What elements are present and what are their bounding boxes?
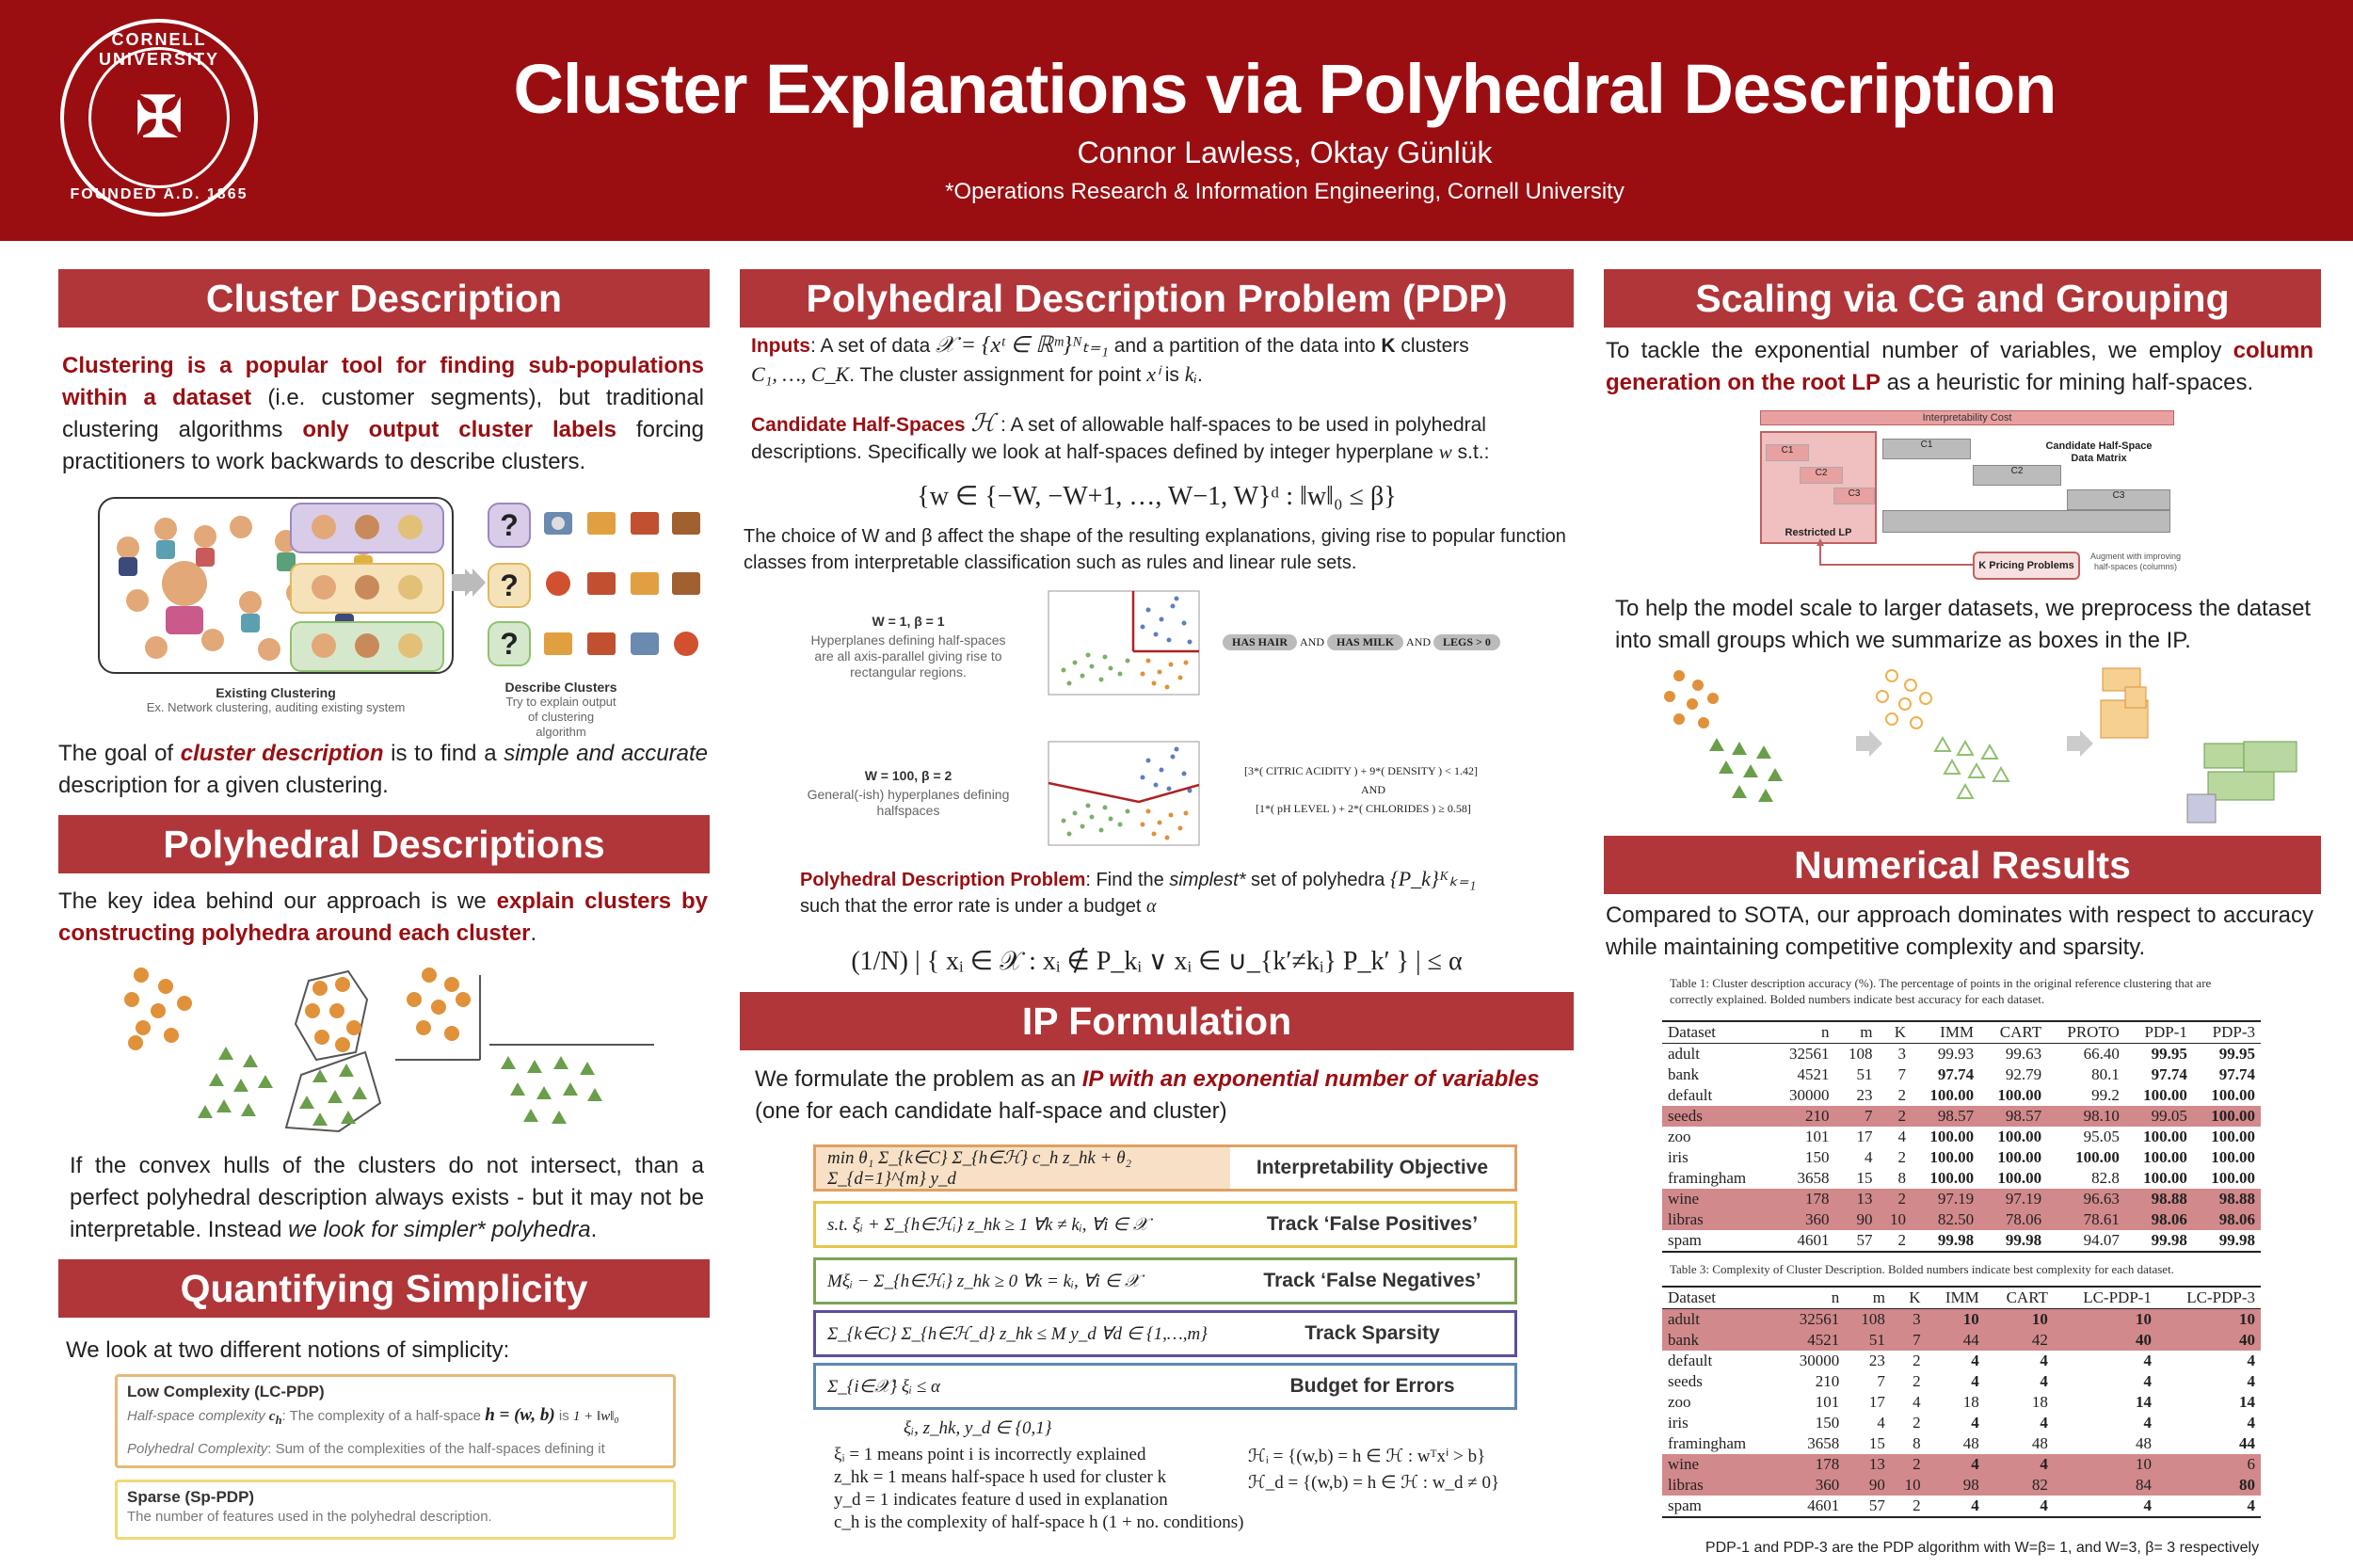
table-cell: 44 — [2239, 1434, 2255, 1452]
section-header-quantifying-simplicity: Quantifying Simplicity — [58, 1259, 710, 1318]
table-cell: 48 — [2135, 1434, 2152, 1452]
table-row — [1662, 1454, 2261, 1475]
table-cell: seeds — [1662, 1106, 1772, 1127]
table-cell: 97.74 — [2151, 1065, 2187, 1083]
table-header-cell: LC-PDP-3 — [2157, 1287, 2261, 1309]
feature-icons — [540, 504, 710, 670]
table-cell: 8 — [1913, 1434, 1921, 1452]
section-header-cluster-description: Cluster Description — [58, 269, 710, 328]
table-header-cell: m — [1845, 1287, 1891, 1309]
table-cell: 210 — [1815, 1372, 1840, 1390]
table-cell: 7 — [1897, 1065, 1907, 1083]
table-header-cell: PDP-3 — [2193, 1021, 2261, 1044]
table-cell: 98.10 — [2047, 1106, 2125, 1127]
table-cell: 82.50 — [1912, 1209, 1979, 1230]
table-cell: spam — [1668, 1496, 1702, 1514]
table-cell: default — [1668, 1086, 1713, 1104]
table-cell: 97.19 — [1912, 1189, 1979, 1209]
table-cell: 108 — [1845, 1309, 1891, 1331]
table-cell: zoo — [1668, 1393, 1691, 1411]
table-header-cell: n — [1778, 1287, 1845, 1309]
table-header-cell: K — [1878, 1021, 1912, 1044]
table-cell: 2 — [1913, 1496, 1921, 1514]
table-cell: 98.88 — [2193, 1189, 2261, 1209]
table-cell: 4 — [2143, 1372, 2152, 1390]
table-cell: 4 — [1897, 1128, 1907, 1145]
ip-set-definitions: ℋᵢ = {(w,b) = h ∈ ℋ : wᵀxⁱ > b} ℋ_d = {(w,b) = h ∈ ℋ : w_d ≠ 0} — [1248, 1447, 1500, 1493]
section-header-polyhedral-descriptions: Polyhedral Descriptions — [58, 815, 710, 873]
table-header-cell: m — [1834, 1021, 1878, 1044]
table-cell: 4 — [1985, 1454, 2054, 1475]
table-row — [1662, 1189, 2261, 1209]
table-header-cell: CART — [1979, 1021, 2047, 1044]
table-cell: 7 — [1891, 1330, 1927, 1351]
table-cell: framingham — [1668, 1169, 1747, 1187]
question-mark-icon: ? — [488, 563, 531, 608]
table-cell: 100.00 — [2143, 1086, 2187, 1104]
table-row — [1662, 1351, 2261, 1371]
table-cell: 99.98 — [1937, 1231, 1975, 1249]
question-mark-icon: ? — [488, 503, 531, 548]
table-cell: 99.95 — [2151, 1045, 2187, 1063]
table-cell: 4601 — [1797, 1231, 1830, 1249]
lc-polyhedral-complexity: Polyhedral Complexity: Sum of the complexities of the half-spaces defining it — [127, 1441, 605, 1457]
table-cell: bank — [1668, 1065, 1700, 1083]
table-cell: 210 — [1772, 1106, 1835, 1127]
table-cell: 4 — [2040, 1352, 2048, 1369]
table-cell: 13 — [1834, 1189, 1878, 1209]
table-cell: 99.98 — [2151, 1231, 2187, 1249]
cluster-description-intro: Clustering is a popular tool for finding sub-populations within a dataset (i.e. customer segments), but traditional clustering algorithms only output cluster labels forcing practitioners to work backwards to describe clusters. — [62, 353, 705, 474]
table-cell: 4 — [1864, 1148, 1873, 1166]
cg-text: To tackle the exponential number of variables, we employ column generation on the root LP as a heuristic for mining half-spaces. — [1606, 338, 2313, 395]
arrow-right-icon-2 — [452, 568, 478, 597]
table-cell: 100.00 — [1929, 1169, 1975, 1187]
table-cell: 108 — [1848, 1045, 1873, 1063]
table-cell: 4 — [1971, 1414, 1979, 1432]
table-cell: 48 — [2031, 1434, 2048, 1452]
table-header-cell: PDP-1 — [2125, 1021, 2193, 1044]
existing-clustering-title: Existing Clustering — [216, 685, 336, 700]
table-cell: iris — [1668, 1148, 1689, 1166]
describe-clusters-title: Describe Clusters — [504, 680, 617, 695]
complexity-table — [1662, 1286, 2261, 1518]
table-cell: 40 — [2157, 1330, 2261, 1351]
table-cell: 98.06 — [2125, 1209, 2193, 1230]
table-cell: 23 — [1856, 1086, 1873, 1104]
table-cell: 51 — [1856, 1065, 1873, 1083]
table-cell: 4 — [2247, 1372, 2255, 1390]
table-cell: 2 — [1891, 1454, 1927, 1475]
table-cell: 97.74 — [1937, 1065, 1975, 1083]
table-cell: 3658 — [1797, 1169, 1830, 1187]
table-cell: 94.07 — [2083, 1231, 2120, 1249]
table-cell: 10 — [1927, 1309, 1985, 1331]
table-cell: 100.00 — [1929, 1128, 1975, 1145]
table-cell: 48 — [1962, 1434, 1979, 1452]
table-cell: 4 — [1971, 1372, 1979, 1390]
table-cell: 100.00 — [2143, 1148, 2187, 1166]
table-header-cell: n — [1772, 1021, 1835, 1044]
table-cell: 4601 — [1807, 1496, 1840, 1514]
ip-row-objective: min θ₁ Σ_{k∈C} Σ_{h∈ℋ} c_h z_hk + θ₂ Σ_{d=1}^{m} y_d Interpretability Objective — [813, 1144, 1517, 1192]
table-row — [1662, 1106, 2261, 1127]
table-cell: 2 — [1897, 1148, 1907, 1166]
table-cell: 99.98 — [2218, 1231, 2255, 1249]
table-cell: framingham — [1668, 1434, 1747, 1452]
question-mark-icon: ? — [488, 621, 531, 666]
table-cell: 99.98 — [2005, 1231, 2042, 1249]
section-header-ip-formulation: IP Formulation — [740, 992, 1574, 1050]
table-cell: 10 — [1891, 1475, 1927, 1496]
ip-row-false-positives: s.t. ξᵢ + Σ_{h∈ℋᵢ} z_hk ≥ 1 ∀k ≠ kᵢ, ∀i ∈ 𝒳 Track ‘False Positives’ — [813, 1201, 1517, 1248]
table-cell: 96.63 — [2047, 1189, 2125, 1209]
poster-header — [0, 0, 2353, 241]
table-row — [1662, 1127, 2261, 1147]
table-cell: 82.8 — [2091, 1169, 2120, 1187]
table-cell: 92.79 — [2005, 1065, 2042, 1083]
table-header-cell: Dataset — [1662, 1021, 1772, 1044]
table-cell: wine — [1662, 1454, 1778, 1475]
table-cell: 90 — [1834, 1209, 1878, 1230]
table-cell: 78.06 — [1979, 1209, 2047, 1230]
table-cell: 6 — [2157, 1454, 2261, 1475]
table-cell: 23 — [1868, 1352, 1885, 1369]
table-cell: 15 — [1856, 1169, 1873, 1187]
table-cell: 100.00 — [1929, 1086, 1975, 1104]
halfspace-set-equation: {w ∈ {−W, −W+1, …, W−1, W}ᵈ : ‖w‖₀ ≤ β} — [917, 482, 1397, 511]
table-cell: 101 — [1815, 1393, 1840, 1411]
table-cell: iris — [1668, 1414, 1689, 1432]
rule-w100-b: [1*( pH LEVEL ) + 2*( CHLORIDES ) ≥ 0.58] — [1256, 802, 1471, 815]
table-cell: seeds — [1668, 1372, 1703, 1390]
table-row — [1662, 1330, 2261, 1351]
table-cell: default — [1668, 1352, 1713, 1369]
ip-domain: ξᵢ, z_hk, y_d ∈ {0,1} — [904, 1418, 1052, 1438]
section-header-numerical-results: Numerical Results — [1604, 836, 2321, 894]
table-cell: 66.40 — [2083, 1045, 2120, 1063]
table-row — [1662, 1230, 2261, 1252]
cluster-group-yellow — [290, 563, 444, 614]
pdp-inputs: Inputs: A set of data 𝒳 = {xᵗ ∈ ℝᵐ}ᴺₜ₌₁ and a partition of the data into K clusters C₁, …, C_K. The cluster assignment for point xⁱ is kᵢ. — [751, 333, 1469, 386]
table-cell: 2 — [1878, 1189, 1912, 1209]
scatter-plot-general — [1026, 736, 1205, 858]
table-cell: 4 — [2040, 1414, 2048, 1432]
table-cell: 4521 — [1797, 1065, 1830, 1083]
table-cell: 10 — [2054, 1309, 2157, 1331]
table-cell: 100.00 — [2143, 1169, 2187, 1187]
table-cell: 80 — [2157, 1475, 2261, 1496]
scatter-plot-axis-parallel — [1026, 585, 1205, 708]
table-cell: 4 — [1927, 1454, 1985, 1475]
table-cell: 99.2 — [2091, 1086, 2120, 1104]
table-cell: 100.00 — [2211, 1169, 2255, 1187]
table-cell: 32561 — [1778, 1309, 1845, 1331]
table-cell: 2 — [1897, 1231, 1907, 1249]
table-cell: adult — [1662, 1309, 1778, 1331]
feedback-arrow — [1817, 536, 1977, 574]
table-cell: 100.00 — [1997, 1086, 2042, 1104]
table-cell: 178 — [1778, 1454, 1845, 1475]
table-cell: 2 — [1913, 1372, 1921, 1390]
table-cell: 101 — [1804, 1128, 1830, 1145]
ip-variable-notes: ξᵢ = 1 means point i is incorrectly explained z_hk = 1 means half-space h used for cluster k y_d = 1 indicates feature d used in explanation c_h is the complexity of half-space h (1 + no. conditions) — [834, 1445, 1244, 1532]
table-cell: 4 — [1971, 1496, 1979, 1514]
table-cell: 100.00 — [2193, 1106, 2261, 1127]
table-cell: 99.95 — [2218, 1045, 2255, 1063]
table-cell: 57 — [1868, 1496, 1885, 1514]
table-row — [1662, 1147, 2261, 1168]
section-header-scaling: Scaling via CG and Grouping — [1604, 269, 2321, 328]
table-cell: 360 — [1772, 1209, 1835, 1230]
table-cell: 10 — [1878, 1209, 1912, 1230]
table-cell: 100.00 — [1997, 1128, 2042, 1145]
table-header-cell: LC-PDP-1 — [2054, 1287, 2157, 1309]
table-row — [1662, 1168, 2261, 1189]
table-row — [1662, 1209, 2261, 1230]
table-row — [1662, 1371, 2261, 1392]
table-row — [1662, 1413, 2261, 1433]
table-cell: 14 — [2239, 1393, 2255, 1411]
table-cell: 13 — [1845, 1454, 1891, 1475]
table-cell: zoo — [1668, 1128, 1691, 1145]
lc-title: Low Complexity (LC-PDP) — [127, 1383, 325, 1400]
choice-text: The choice of W and β affect the shape of the resulting explanations, giving rise to popular function classes from interpretable classification such as rules and linear rule sets. — [744, 526, 1566, 573]
table-cell: 4 — [2143, 1414, 2152, 1432]
cluster-group-purple — [290, 503, 444, 553]
table-cell: 3 — [1891, 1309, 1927, 1331]
pdp-candidate-halfspaces: Candidate Half-Spaces ℋ : A set of allowable half-spaces to be used in polyhedral descriptions. Specifically we look at half-spaces defined by integer hyperplane w s.t.: — [751, 409, 1490, 463]
table-cell: 100.00 — [1997, 1169, 2042, 1187]
table-cell: 4 — [2143, 1496, 2152, 1514]
table-cell: 4 — [2040, 1496, 2048, 1514]
table-cell: 98.88 — [2125, 1189, 2193, 1209]
table-cell: 7 — [1877, 1372, 1885, 1390]
table-header-cell: CART — [1985, 1287, 2054, 1309]
restricted-lp-matrix: C1 C2 C3 Restricted LP — [1760, 431, 1877, 544]
table-cell: libras — [1662, 1209, 1772, 1230]
grouping-illustration — [1660, 666, 2319, 828]
table-cell: 10 — [1985, 1309, 2054, 1331]
table-cell: 4 — [2247, 1496, 2255, 1514]
table-cell: 100.00 — [2075, 1148, 2120, 1166]
table-row — [1662, 1085, 2261, 1106]
simplicity-intro: We look at two different notions of simplicity: — [66, 1337, 510, 1363]
table-cell: 82 — [1985, 1475, 2054, 1496]
table-cell: 30000 — [1799, 1352, 1840, 1369]
polyhedra-illustration — [113, 962, 668, 1141]
sparse-box — [115, 1480, 676, 1540]
table-cell: 150 — [1804, 1148, 1830, 1166]
table-cell: 78.61 — [2047, 1209, 2125, 1230]
rule-w100-and: AND — [1361, 783, 1385, 796]
table-cell: 4 — [2247, 1352, 2255, 1369]
convex-hull-text: If the convex hulls of the clusters do not intersect, than a perfect polyhedral description always exists - but it may not be interpretable. Instead we look for simpler* polyhedra. — [70, 1153, 704, 1242]
table-cell: 8 — [1897, 1169, 1907, 1187]
table-cell: 99.05 — [2125, 1106, 2193, 1127]
table-cell: spam — [1668, 1231, 1702, 1249]
sp-desc: The number of features used in the polyhedral description. — [127, 1509, 492, 1525]
table-header-cell: PROTO — [2047, 1021, 2125, 1044]
pdp-equation: (1/N) | { xᵢ ∈ 𝒳 : xᵢ ∉ P_kᵢ ∨ xᵢ ∈ ∪_{k′≠kᵢ} P_k′ } | ≤ α — [851, 947, 1463, 976]
table-cell: 80.1 — [2091, 1065, 2120, 1083]
table-cell: 17 — [1868, 1393, 1885, 1411]
accuracy-table — [1662, 1020, 2261, 1253]
table-cell: 7 — [1834, 1106, 1878, 1127]
table-header-cell: K — [1891, 1287, 1927, 1309]
results-text: Compared to SOTA, our approach dominates with respect to accuracy while maintaining competitive complexity and sparsity. — [1606, 903, 2313, 960]
table-header-cell: IMM — [1912, 1021, 1979, 1044]
table-cell: wine — [1662, 1189, 1772, 1209]
cornell-seal-logo: CORNELL UNIVERSITY ✠ FOUNDED A.D. 1865 — [60, 19, 258, 216]
table-row — [1662, 1064, 2261, 1085]
table-cell: 178 — [1772, 1189, 1835, 1209]
table-cell: bank — [1662, 1330, 1778, 1351]
table-cell: 100.00 — [2143, 1128, 2187, 1145]
sp-title: Sparse (Sp-PDP) — [127, 1488, 255, 1506]
table-cell: 100.00 — [2211, 1086, 2255, 1104]
ip-intro: We formulate the problem as an IP with an exponential number of variables (one for each candidate half-space and cluster) — [755, 1066, 1540, 1124]
table2-caption: Table 3: Complexity of Cluster Description. Bolded numbers indicate best complexity for each dataset. — [1670, 1262, 2174, 1276]
table-cell: 4 — [1877, 1414, 1885, 1432]
table-cell: 4 — [2143, 1352, 2152, 1369]
table-cell: 2 — [1913, 1414, 1921, 1432]
table-cell: 51 — [1845, 1330, 1891, 1351]
section-header-pdp: Polyhedral Description Problem (PDP) — [740, 269, 1574, 328]
cluster-group-green — [290, 621, 444, 672]
table-cell: libras — [1662, 1475, 1778, 1496]
table-cell: 98.57 — [1979, 1106, 2047, 1127]
table-cell: 15 — [1868, 1434, 1885, 1452]
table-cell: 150 — [1815, 1414, 1840, 1432]
ip-row-budget: Σ_{i∈𝒳} ξᵢ ≤ α Budget for Errors — [813, 1363, 1517, 1410]
table-cell: 10 — [2054, 1454, 2157, 1475]
table-cell: 99.63 — [2005, 1045, 2042, 1063]
table-cell: 98 — [1927, 1475, 1985, 1496]
goal-text: The goal of cluster description is to find a simple and accurate description for a given clustering. — [58, 741, 708, 798]
table-cell: 17 — [1856, 1128, 1873, 1145]
pdp-definition: Polyhedral Description Problem: Find the simplest* set of polyhedra {P_k}ᴷₖ₌₁ such that the error rate is under a budget α — [800, 867, 1477, 917]
table-cell: 4 — [2040, 1372, 2048, 1390]
lc-halfspace-complexity: Half-space complexity $c_h$: The complexity of a half-space h = (w, b) is 1 + ‖w‖₀ — [127, 1405, 619, 1427]
table-row — [1662, 1475, 2261, 1496]
table-cell: 360 — [1778, 1475, 1845, 1496]
authors: Connor Lawless, Oktay Günlük — [1077, 136, 1493, 169]
table-cell: 90 — [1845, 1475, 1891, 1496]
table-cell: 14 — [2135, 1393, 2152, 1411]
table-cell: 44 — [1927, 1330, 1985, 1351]
table-cell: 97.74 — [2218, 1065, 2255, 1083]
table-cell: 84 — [2054, 1475, 2157, 1496]
table-cell: 98.57 — [1912, 1106, 1979, 1127]
existing-clustering-subtitle: Ex. Network clustering, auditing existing system — [146, 700, 406, 714]
table-cell: 32561 — [1788, 1045, 1830, 1063]
table-cell: 95.05 — [2083, 1128, 2120, 1145]
tables-footnote: PDP-1 and PDP-3 are the PDP algorithm with W=β= 1, and W=3, β= 3 respectively — [1705, 1540, 2260, 1556]
rule-w100-a: [3*( CITRIC ACIDITY ) + 9*( DENSITY ) < 1.42] — [1244, 764, 1478, 777]
table-row — [1662, 1496, 2261, 1517]
table-cell: 2 — [1897, 1086, 1907, 1104]
table-header-cell: Dataset — [1662, 1287, 1778, 1309]
low-complexity-box — [115, 1374, 676, 1468]
table-row — [1662, 1392, 2261, 1413]
affiliation: *Operations Research & Information Engineering, Cornell University — [945, 179, 1625, 204]
key-idea-text: The key idea behind our approach is we explain clusters by constructing polyhedra around each cluster. — [58, 888, 708, 946]
table-cell: 40 — [2054, 1330, 2157, 1351]
table-cell: 3 — [1897, 1045, 1907, 1063]
table1-caption: Table 1: Cluster description accuracy (%). The percentage of points in the original reference clustering that are correctly explained. Bolded numbers indicate best accuracy for each dataset. — [1670, 976, 2212, 1006]
table-row — [1662, 1044, 2261, 1065]
table-header-cell: IMM — [1927, 1287, 1985, 1309]
table-cell: adult — [1668, 1045, 1700, 1063]
table-cell: 4521 — [1778, 1330, 1845, 1351]
grouping-text: To help the model scale to larger datasets, we preprocess the dataset into small groups which we summarize as boxes in the IP. — [1615, 596, 2312, 653]
table-cell: 100.00 — [2211, 1128, 2255, 1145]
table-cell: 10 — [2157, 1309, 2261, 1331]
table-cell: 3658 — [1807, 1434, 1840, 1452]
poster-title: Cluster Explanations via Polyhedral Description — [513, 50, 2057, 128]
table-cell: 18 — [1962, 1393, 1979, 1411]
table-cell: 2 — [1913, 1352, 1921, 1369]
table-cell: 57 — [1856, 1231, 1873, 1249]
table-cell: 4 — [1971, 1352, 1979, 1369]
table-cell: 4 — [1913, 1393, 1921, 1411]
table-cell: 18 — [2031, 1393, 2048, 1411]
table-cell: 100.00 — [2211, 1148, 2255, 1166]
table-cell: 42 — [1985, 1330, 2054, 1351]
describe-clusters-subtitle: Try to explain output of clustering algorithm — [505, 695, 616, 739]
table-cell: 30000 — [1788, 1086, 1830, 1104]
k-pricing-box: K Pricing Problems — [1973, 552, 2080, 580]
table-cell: 4 — [2247, 1414, 2255, 1432]
table-row — [1662, 1309, 2261, 1331]
rule-w1: HAS HAIR AND HAS MILK AND LEGS > 0 — [1220, 634, 1503, 650]
table-cell: 100.00 — [1929, 1148, 1975, 1166]
table-cell: 2 — [1878, 1106, 1912, 1127]
table-cell: 100.00 — [1997, 1148, 2042, 1166]
ip-row-sparsity: Σ_{k∈C} Σ_{h∈ℋ_d} z_hk ≤ M y_d ∀d ∈ {1,…,m} Track Sparsity — [813, 1310, 1517, 1357]
table-cell: 97.19 — [1979, 1189, 2047, 1209]
table-row — [1662, 1433, 2261, 1454]
table-cell: 99.93 — [1937, 1045, 1975, 1063]
table-cell: 98.06 — [2193, 1209, 2261, 1230]
ip-row-false-negatives: Mξᵢ − Σ_{h∈ℋᵢ} z_hk ≥ 0 ∀k = kᵢ, ∀i ∈ 𝒳 Track ‘False Negatives’ — [813, 1257, 1517, 1304]
